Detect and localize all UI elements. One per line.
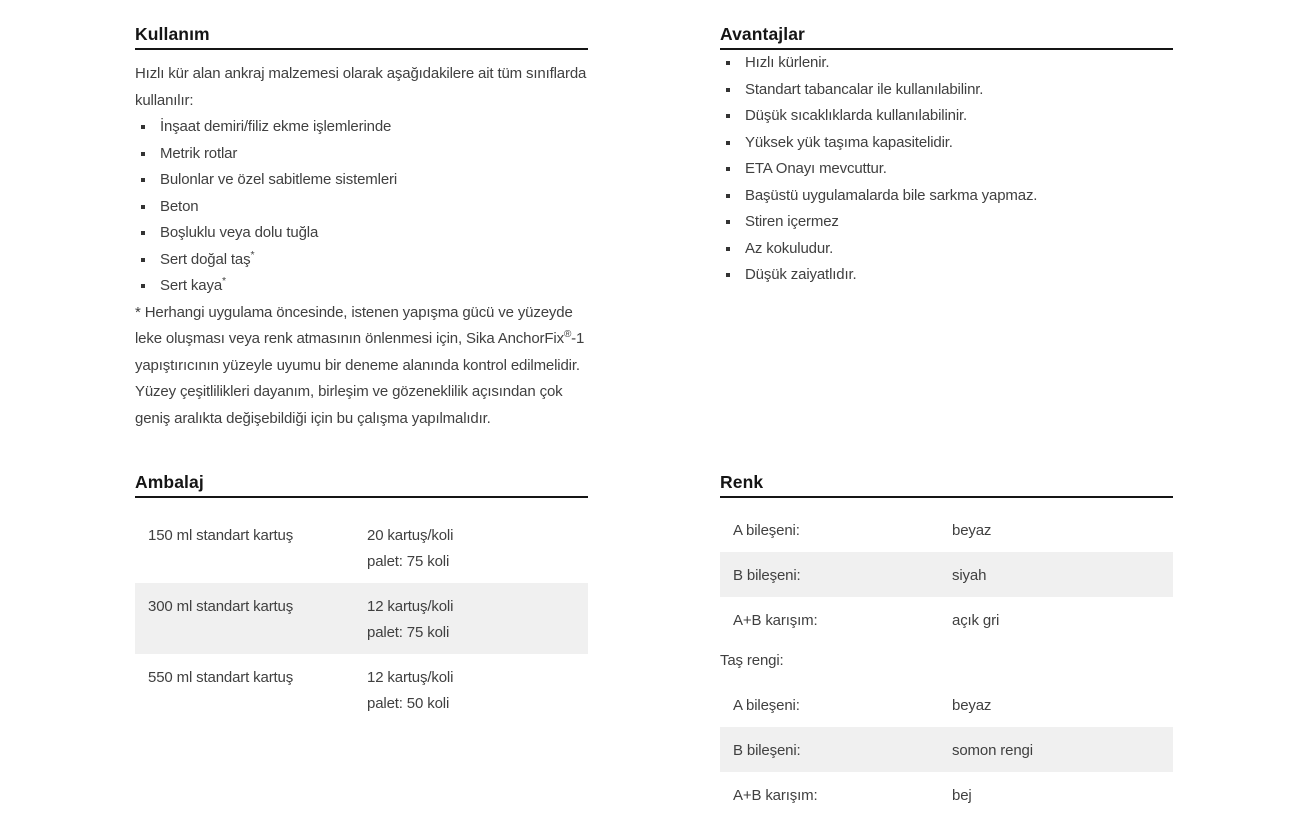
list-item — [135, 114, 588, 141]
component-color: beyaz — [952, 697, 992, 714]
component-color: açık gri — [952, 612, 1000, 629]
bullet-icon — [726, 141, 730, 145]
package-quantity — [367, 665, 588, 717]
table-row — [720, 727, 1173, 772]
component-label: A+B karışım: — [733, 787, 818, 804]
package-size: 550 ml standart kartuş — [148, 669, 294, 686]
package-quantity — [367, 523, 588, 575]
list-item — [720, 209, 1173, 236]
list-item-label: ETA Onayı mevcuttur. — [745, 160, 887, 177]
package-quantity — [367, 594, 588, 646]
renk-tas-rengi-table — [720, 682, 1173, 817]
kullanim-intro: Hızlı kür alan ankraj malzemesi olarak aşağıdakilere ait tüm sınıflarda kullanılır: — [135, 65, 587, 109]
component-color: beyaz — [952, 522, 992, 539]
tas-rengi-label: Taş rengi: — [720, 652, 784, 669]
list-item — [720, 50, 1173, 77]
list-item-label: Sert kaya* — [160, 275, 226, 294]
list-item — [135, 247, 588, 274]
list-item-label: Boşluklu veya dolu tuğla — [160, 224, 319, 241]
section-avantajlar — [720, 25, 1173, 473]
bullet-icon — [141, 125, 145, 129]
bullet-icon — [141, 284, 145, 288]
bullet-icon — [726, 61, 730, 65]
avantajlar-bullet-list — [720, 50, 1173, 289]
list-item-label: Metrik rotlar — [160, 144, 238, 162]
bullet-icon — [141, 205, 145, 209]
bullet-icon — [141, 231, 145, 235]
boxes-per-pallet: palet: 75 koli — [367, 553, 450, 570]
list-item — [720, 103, 1173, 130]
left-column — [135, 25, 588, 725]
table-row — [135, 654, 588, 725]
component-color: somon rengi — [952, 742, 1033, 759]
component-label: A bileşeni: — [733, 522, 800, 539]
list-item-label: Düşük zaiyatlıdır. — [745, 266, 857, 283]
section-kullanim — [135, 25, 588, 473]
ambalaj-table — [135, 512, 588, 725]
bullet-icon — [141, 152, 145, 156]
list-item-label: Düşük sıcaklıklarda kullanılabilinir. — [745, 107, 968, 124]
table-row — [135, 583, 588, 654]
section-renk — [720, 473, 1173, 817]
bullet-icon — [726, 167, 730, 171]
boxes-per-pallet: palet: 50 koli — [367, 695, 450, 712]
list-item — [135, 167, 588, 194]
cartons-per-box: 12 kartuş/koli — [367, 669, 454, 686]
table-row — [720, 507, 1173, 552]
list-item — [720, 262, 1173, 289]
list-item-label: Başüstü uygulamalarda bile sarkma yapmaz. — [745, 186, 1038, 204]
list-item-label: İnşaat demiri/filiz ekme işlemlerinde — [160, 118, 392, 135]
list-item-label: Beton — [160, 197, 199, 215]
list-item-label: Standart tabancalar ile kullanılabilinr. — [745, 80, 984, 98]
list-item — [135, 141, 588, 168]
bullet-icon — [726, 88, 730, 92]
list-item-label: Bulonlar ve özel sabitleme sistemleri — [160, 171, 398, 188]
table-row — [720, 597, 1173, 642]
bullet-icon — [141, 258, 145, 262]
list-item-label: Stiren içermez — [745, 213, 839, 230]
kullanim-bullet-list — [135, 114, 588, 300]
footnote-marker: * — [250, 248, 255, 261]
section-heading-ambalaj: Ambalaj — [135, 473, 588, 498]
list-item — [720, 183, 1173, 210]
right-column — [720, 25, 1173, 817]
kullanim-footnote: * Herhangi uygulama öncesinde, istenen yapışma gücü ve yüzeyde leke oluşması veya renk atmasının önlenmesi için, Sika AnchorFix®-1 yapıştırıcının yüzeyle uyumu bir deneme alanında kontrol edilmelidir. Yüzey çeşitlilikleri dayanım, birleşim ve gözeneklilik açısından çok geniş aralıkta değişebildiği için bu çalışma yapılmalıdır. — [135, 303, 585, 427]
cartons-per-box: 12 kartuş/koli — [367, 598, 454, 615]
component-label: B bileşeni: — [733, 742, 801, 759]
list-item — [720, 156, 1173, 183]
component-label: A bileşeni: — [733, 697, 800, 714]
cartons-per-box: 20 kartuş/koli — [367, 527, 454, 544]
component-label: A+B karışım: — [733, 612, 818, 629]
list-item-label: Hızlı kürlenir. — [745, 54, 830, 71]
table-row — [135, 512, 588, 583]
bullet-icon — [726, 114, 730, 118]
package-size: 150 ml standart kartuş — [148, 527, 294, 544]
component-label: B bileşeni: — [733, 567, 801, 584]
list-item-label: Sert doğal taş* — [160, 248, 255, 268]
list-item-label: Yüksek yük taşıma kapasitelidir. — [745, 133, 953, 151]
component-color: siyah — [952, 567, 987, 584]
section-heading-renk: Renk — [720, 473, 1173, 498]
section-heading-kullanim: Kullanım — [135, 25, 588, 50]
list-item — [720, 236, 1173, 263]
list-item — [135, 194, 588, 221]
list-item — [720, 130, 1173, 157]
bullet-icon — [726, 247, 730, 251]
table-row — [720, 772, 1173, 817]
list-item-label: Az kokuludur. — [745, 239, 834, 257]
component-color: bej — [952, 787, 972, 804]
renk-standart-table — [720, 507, 1173, 642]
registered-trademark-symbol: ® — [563, 329, 572, 340]
bullet-icon — [141, 178, 145, 182]
list-item — [720, 77, 1173, 104]
section-ambalaj — [135, 473, 588, 725]
footnote-marker: * — [222, 275, 226, 287]
list-item — [135, 273, 588, 300]
section-heading-avantajlar: Avantajlar — [720, 25, 1173, 50]
bullet-icon — [726, 273, 730, 277]
bullet-icon — [726, 220, 730, 224]
package-size: 300 ml standart kartuş — [148, 598, 294, 615]
list-item — [135, 220, 588, 247]
table-row — [720, 682, 1173, 727]
bullet-icon — [726, 194, 730, 198]
table-row — [720, 552, 1173, 597]
boxes-per-pallet: palet: 75 koli — [367, 624, 450, 641]
